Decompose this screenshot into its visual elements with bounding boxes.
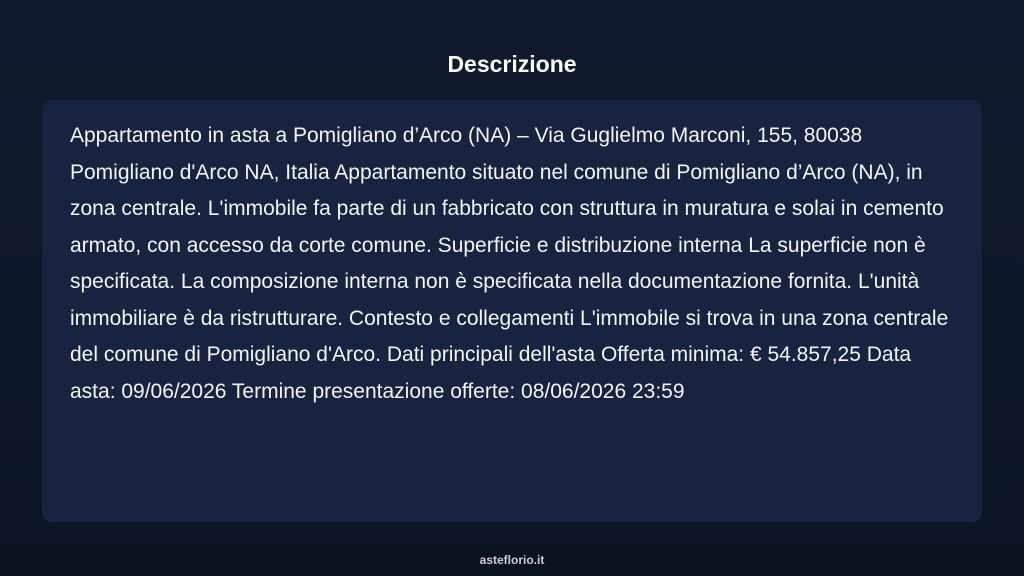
description-text: Appartamento in asta a Pomigliano d’Arco (NA) – Via Guglielmo Marconi, 155, 80038 Pomigliano d'Arco NA, Italia Appartamento situato nel comune di Pomigliano d’Arco (NA), in zona centrale. L'immobile fa parte di un fabbricato con struttura in muratura e solai in cemento armato, con accesso da corte comune. Superficie e distribuzione interna La superficie non è specificata. La composizione interna non è specificata nella documentazione fornita. L'unità immobiliare è da ristrutturare. Contesto e collegamenti L'immobile si trova in una zona centrale del comune di Pomigliano d'Arco. Dati principali dell'asta Offerta minima: € 54.857,25 Data asta: 09/06/2026 Termine presentazione offerte: 08/06/2026 23:59 [70, 124, 949, 403]
footer-bar [0, 544, 1024, 576]
page-title: Descrizione [447, 51, 577, 77]
footer-site-label: asteflorio.it [479, 553, 545, 567]
description-card [42, 100, 982, 522]
